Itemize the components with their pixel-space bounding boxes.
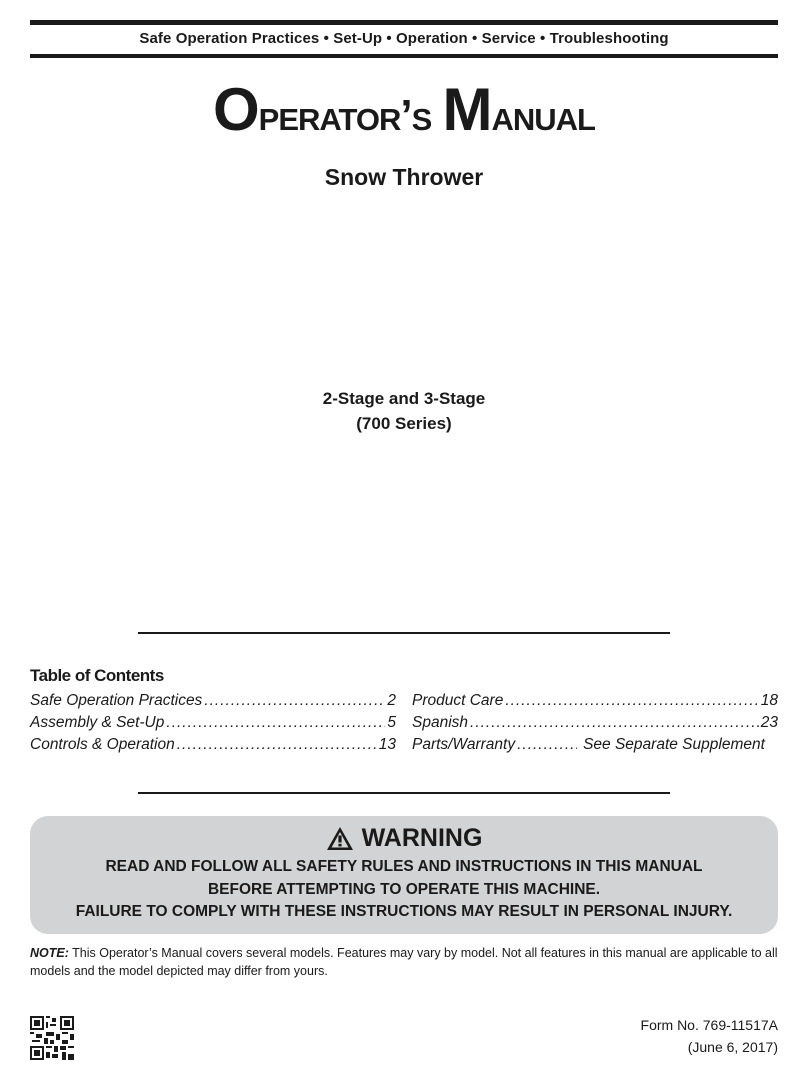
toc-leader [204, 690, 385, 712]
toc-entry-label: Assembly & Set-Up [30, 714, 165, 731]
header-strip: Safe Operation Practices • Set-Up • Operation • Service • Troubleshooting [139, 30, 669, 47]
toc-entry-page: 5 [387, 714, 396, 731]
toc-entry-page: 2 [387, 692, 396, 709]
warning-line-1: READ AND FOLLOW ALL SAFETY RULES AND INSTRUCTIONS IN THIS MANUAL [105, 858, 703, 875]
header-bottom-rule [30, 54, 778, 58]
toc-right-column [412, 690, 778, 756]
toc-entry-page: 23 [760, 714, 778, 731]
note-label: NOTE: [30, 946, 69, 960]
toc-entry[interactable] [412, 712, 778, 734]
toc-entry[interactable] [30, 734, 396, 756]
note-text: This Operator’s Manual covers several models. Features may vary by model. Not all features in this manual are applicable to all models and the model depicted may differ from yours. [30, 946, 778, 978]
toc-entry[interactable] [30, 712, 396, 734]
form-number: Form No. 769-11517A [640, 1017, 778, 1033]
title-cap-1: O [213, 76, 259, 143]
warning-heading-text: WARNING [361, 824, 483, 852]
toc-entry-page: See Separate Supplement [583, 736, 765, 753]
toc-entry-page: 13 [378, 736, 396, 753]
toc-leader [177, 734, 377, 756]
warning-triangle-icon [326, 826, 354, 851]
toc-leader [166, 712, 385, 734]
toc-entry-label: Parts/Warranty [412, 736, 516, 753]
product-subtitle: Snow Thrower [324, 164, 484, 190]
title-rest-2: anual [491, 91, 595, 140]
toc-leader [517, 734, 577, 756]
note-paragraph [30, 944, 782, 980]
warning-line-2: BEFORE ATTEMPTING TO OPERATE THIS MACHINE. [207, 880, 601, 898]
product-series: (700 Series) [356, 414, 452, 433]
toc-entry-label: Controls & Operation [30, 736, 175, 753]
toc-leader [505, 690, 758, 712]
toc-left-column [30, 690, 396, 756]
warning-heading [30, 820, 778, 856]
toc-entry-label: Spanish [412, 714, 469, 731]
toc-entry[interactable] [412, 734, 778, 756]
warning-box [30, 816, 778, 934]
toc-entry-page: 18 [760, 692, 778, 709]
divider-top [138, 632, 670, 634]
manual-title [0, 78, 808, 148]
toc-entry[interactable] [30, 690, 396, 712]
toc-entry-label: Product Care [412, 692, 504, 709]
top-rule [30, 20, 778, 25]
title-cap-2: M [442, 76, 492, 143]
form-info [641, 1014, 778, 1058]
toc-leader [470, 712, 759, 734]
form-date: (June 6, 2017) [687, 1039, 778, 1055]
product-stage: 2-Stage and 3-Stage [322, 389, 486, 408]
warning-line-3: FAILURE TO COMPLY WITH THESE INSTRUCTIONS MAY RESULT IN PERSONAL INJURY. [75, 903, 733, 920]
title-rest-1: perator’s [258, 91, 432, 140]
toc-entry-label: Safe Operation Practices [30, 692, 203, 709]
divider-bottom [138, 792, 670, 794]
toc-heading: Table of Contents [30, 666, 164, 685]
qr-code-icon [30, 1016, 74, 1060]
toc-entry[interactable] [412, 690, 778, 712]
